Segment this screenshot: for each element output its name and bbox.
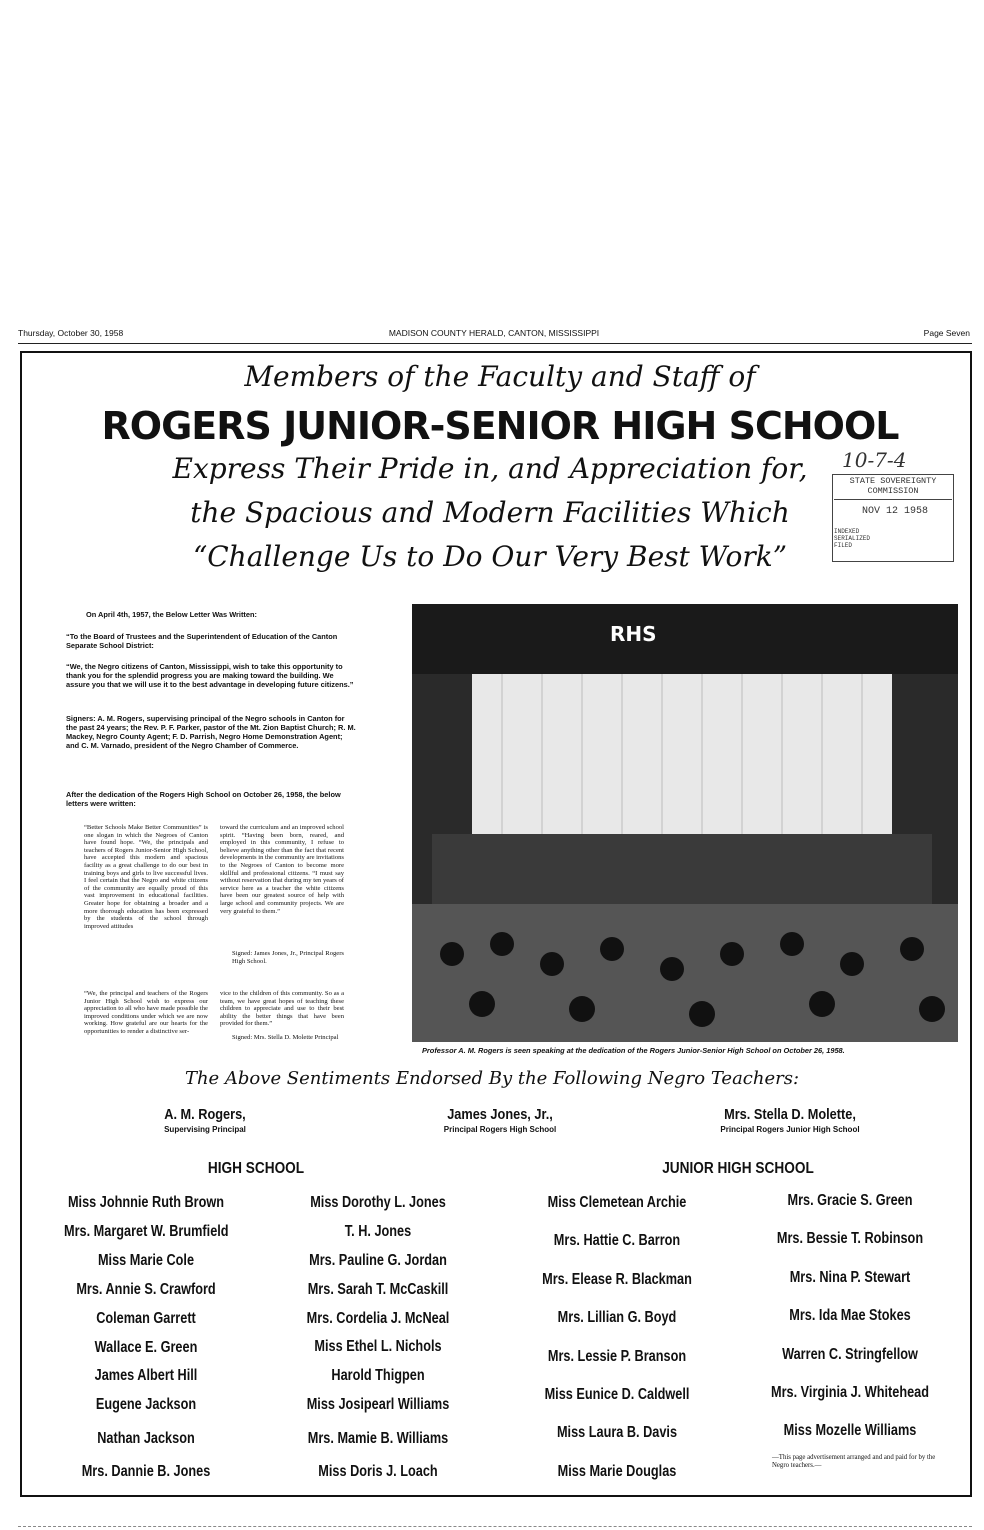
letter1-body: “We, the Negro citizens of Canton, Mississippi, wish to take this opportunity to thank you for the splendid progress you are making toward the building. We assure you that we will use it to the best advantage in developing future citizens.” bbox=[66, 662, 354, 689]
teacher-name: Mrs. Annie S. Crawford bbox=[76, 1281, 216, 1298]
teacher-name: Mrs. Mamie B. Williams bbox=[307, 1430, 449, 1447]
high-school-heading: HIGH SCHOOL bbox=[207, 1160, 305, 1177]
page-number: Page Seven bbox=[923, 328, 970, 338]
teacher-name: Warren C. Stringfellow bbox=[782, 1346, 918, 1363]
teacher-name: Harold Thigpen bbox=[331, 1367, 425, 1384]
filing-stamp bbox=[832, 448, 954, 568]
teacher-name: Mrs. Cordelia J. McNeal bbox=[306, 1310, 450, 1327]
teacher-name: Mrs. Sarah T. McCaskill bbox=[307, 1281, 449, 1298]
letter1-signers: Signers: A. M. Rogers, supervising principal of the Negro schools in Canton for the past 24 years; the Rev. P. F. Parker, pastor of the Mt. Zion Baptist Church; R. M. Mackey, Negro County Agent; F. D. Parrish, Negro Home Demonstration Agent; and C. M. Varnado, president of the Negro Chamber of Commerce. bbox=[66, 714, 356, 750]
teacher-name: Miss Ethel L. Nichols bbox=[314, 1338, 442, 1355]
masthead bbox=[18, 328, 970, 342]
stamp-date: NOV 12 1958 bbox=[862, 506, 929, 517]
letter2-column-2: toward the curriculum and an improved school spirit. “Having been born, reared, and employed in this community, I refuse to believe anything other than the fact that recent developments in the community are invitations to the Negroes of Canton to become more skillful and professional citizens. “I must say without reservation that during my ten years of service here as a teacher the white citizens have been our greatest source of help with large school and community projects. We are very grateful to them.” bbox=[220, 824, 344, 915]
junior-high-heading: JUNIOR HIGH SCHOOL bbox=[662, 1160, 814, 1177]
stamp-status-lines: INDEXED SERIALIZED FILED bbox=[834, 528, 871, 549]
principal-title: Principal Rogers Junior High School bbox=[720, 1125, 860, 1134]
teacher-name: James Albert Hill bbox=[94, 1367, 198, 1384]
teacher-name: Mrs. Lessie P. Branson bbox=[547, 1348, 687, 1365]
letter2-signature-1: Signed: James Jones, Jr., Principal Rogers High School. bbox=[232, 950, 344, 965]
teacher-name: Mrs. Ida Mae Stokes bbox=[789, 1307, 911, 1324]
ad-footnote: —This page advertisement arranged and and paid for by the Negro teachers.— bbox=[772, 1454, 936, 1469]
letter2-column-1: “Better Schools Make Better Communities” is one slogan in which the Negroes of Canton have found hope. “We, the principals and teachers of Rogers Junior-Senior High School, have accepted this modern and spacious facility as a great challenge to do our best in training boys and girls to live successful lives. I feel certain that the Negro and white citizens of the community are equally proud of this vast improvement in educational facilities. Greater hope for obtaining a broader and a more thorough education has been expressed by the students of the school through improved attitudes bbox=[84, 824, 208, 930]
teacher-name: Mrs. Virginia J. Whitehead bbox=[771, 1384, 929, 1401]
stamp-agency: STATE SOVEREIGNTY COMMISSION bbox=[834, 476, 952, 500]
principal-molette bbox=[670, 1106, 910, 1134]
teacher-name: Mrs. Elease R. Blackman bbox=[542, 1271, 692, 1288]
headline-line-5: “Challenge Us to Do Our Very Best Work” bbox=[192, 540, 788, 573]
teacher-name: Miss Eunice D. Caldwell bbox=[544, 1386, 690, 1403]
photo-caption: Professor A. M. Rogers is seen speaking at the dedication of the Rogers Junior-Senior High School on October 26, 1958. bbox=[422, 1046, 845, 1055]
teacher-name: Miss Dorothy L. Jones bbox=[310, 1194, 446, 1211]
teacher-name: Mrs. Pauline G. Jordan bbox=[309, 1252, 447, 1269]
newspaper-name: MADISON COUNTY HERALD, CANTON, MISSISSIPPI bbox=[388, 328, 600, 338]
headline-line-4: the Spacious and Modern Facilities Which bbox=[190, 496, 790, 529]
teacher-name: Wallace E. Green bbox=[94, 1339, 198, 1356]
letter3-signature: Signed: Mrs. Stella D. Molette Principal bbox=[232, 1034, 339, 1041]
teacher-name: Mrs. Bessie T. Robinson bbox=[776, 1230, 924, 1247]
teacher-name: Eugene Jackson bbox=[95, 1396, 197, 1413]
bottom-rule bbox=[18, 1526, 972, 1527]
letter3-column-2: vice to the children of this community. So as a team, we have great hopes of teaching these children to appreciate and use to their best ability the better things that have been provided for them.” bbox=[220, 990, 344, 1028]
stage-illustration bbox=[412, 604, 958, 1042]
teacher-name: Mrs. Lillian G. Boyd bbox=[557, 1309, 677, 1326]
teacher-name: Nathan Jackson bbox=[97, 1430, 195, 1447]
headline-line-1: Members of the Faculty and Staff of bbox=[244, 360, 756, 393]
endorsement-heading: The Above Sentiments Endorsed By the Following Negro Teachers: bbox=[184, 1068, 800, 1089]
teacher-name: T. H. Jones bbox=[344, 1223, 412, 1240]
teacher-name: Mrs. Nina P. Stewart bbox=[789, 1269, 911, 1286]
teacher-name: Miss Marie Cole bbox=[97, 1252, 195, 1269]
teacher-name: Miss Johnnie Ruth Brown bbox=[67, 1194, 225, 1211]
teacher-name: Mrs. Hattie C. Barron bbox=[553, 1232, 681, 1249]
headline-line-3: Express Their Pride in, and Appreciation for, bbox=[172, 452, 808, 485]
principal-name: A. M. Rogers, bbox=[164, 1106, 246, 1123]
teacher-name: Miss Clemetean Archie bbox=[547, 1194, 687, 1211]
teacher-name: Mrs. Dannie B. Jones bbox=[81, 1463, 211, 1480]
teacher-name: Miss Doris J. Loach bbox=[318, 1463, 438, 1480]
principal-rogers bbox=[110, 1106, 300, 1134]
letter1-intro: On April 4th, 1957, the Below Letter Was Written: bbox=[86, 610, 257, 619]
teacher-name: Miss Mozelle Williams bbox=[783, 1422, 917, 1439]
issue-date: Thursday, October 30, 1958 bbox=[18, 328, 124, 338]
dedication-photo bbox=[412, 604, 958, 1042]
teacher-name: Miss Laura B. Davis bbox=[556, 1424, 678, 1441]
principal-title: Supervising Principal bbox=[164, 1125, 246, 1134]
principal-jones bbox=[390, 1106, 610, 1134]
masthead-rule bbox=[18, 343, 972, 344]
letter2-intro: After the dedication of the Rogers High School on October 26, 1958, the below letters were written: bbox=[66, 790, 341, 808]
principal-name: James Jones, Jr., bbox=[447, 1106, 553, 1123]
handwritten-file-number: 10-7-4 bbox=[842, 448, 907, 472]
teacher-name: Coleman Garrett bbox=[96, 1310, 196, 1327]
rhs-banner: RHS bbox=[610, 622, 657, 646]
letter1-address: “To the Board of Trustees and the Superintendent of Education of the Canton Separate School District: bbox=[66, 632, 338, 650]
teacher-name: Mrs. Margaret W. Brumfield bbox=[64, 1223, 229, 1240]
teacher-name: Mrs. Gracie S. Green bbox=[787, 1192, 913, 1209]
letter3-column-1: “We, the principal and teachers of the Rogers Junior High School wish to express our appreciation to all who have made possible the improved conditions under which we are now working. How grateful are our hearts for the opportunities to render a distinctive ser- bbox=[84, 990, 208, 1035]
principal-title: Principal Rogers High School bbox=[443, 1125, 557, 1134]
teacher-name: Miss Josipearl Williams bbox=[306, 1396, 450, 1413]
teacher-name: Miss Marie Douglas bbox=[557, 1463, 677, 1480]
principal-name: Mrs. Stella D. Molette, bbox=[724, 1106, 856, 1123]
headline-school-name: ROGERS JUNIOR-SENIOR HIGH SCHOOL bbox=[101, 404, 899, 448]
